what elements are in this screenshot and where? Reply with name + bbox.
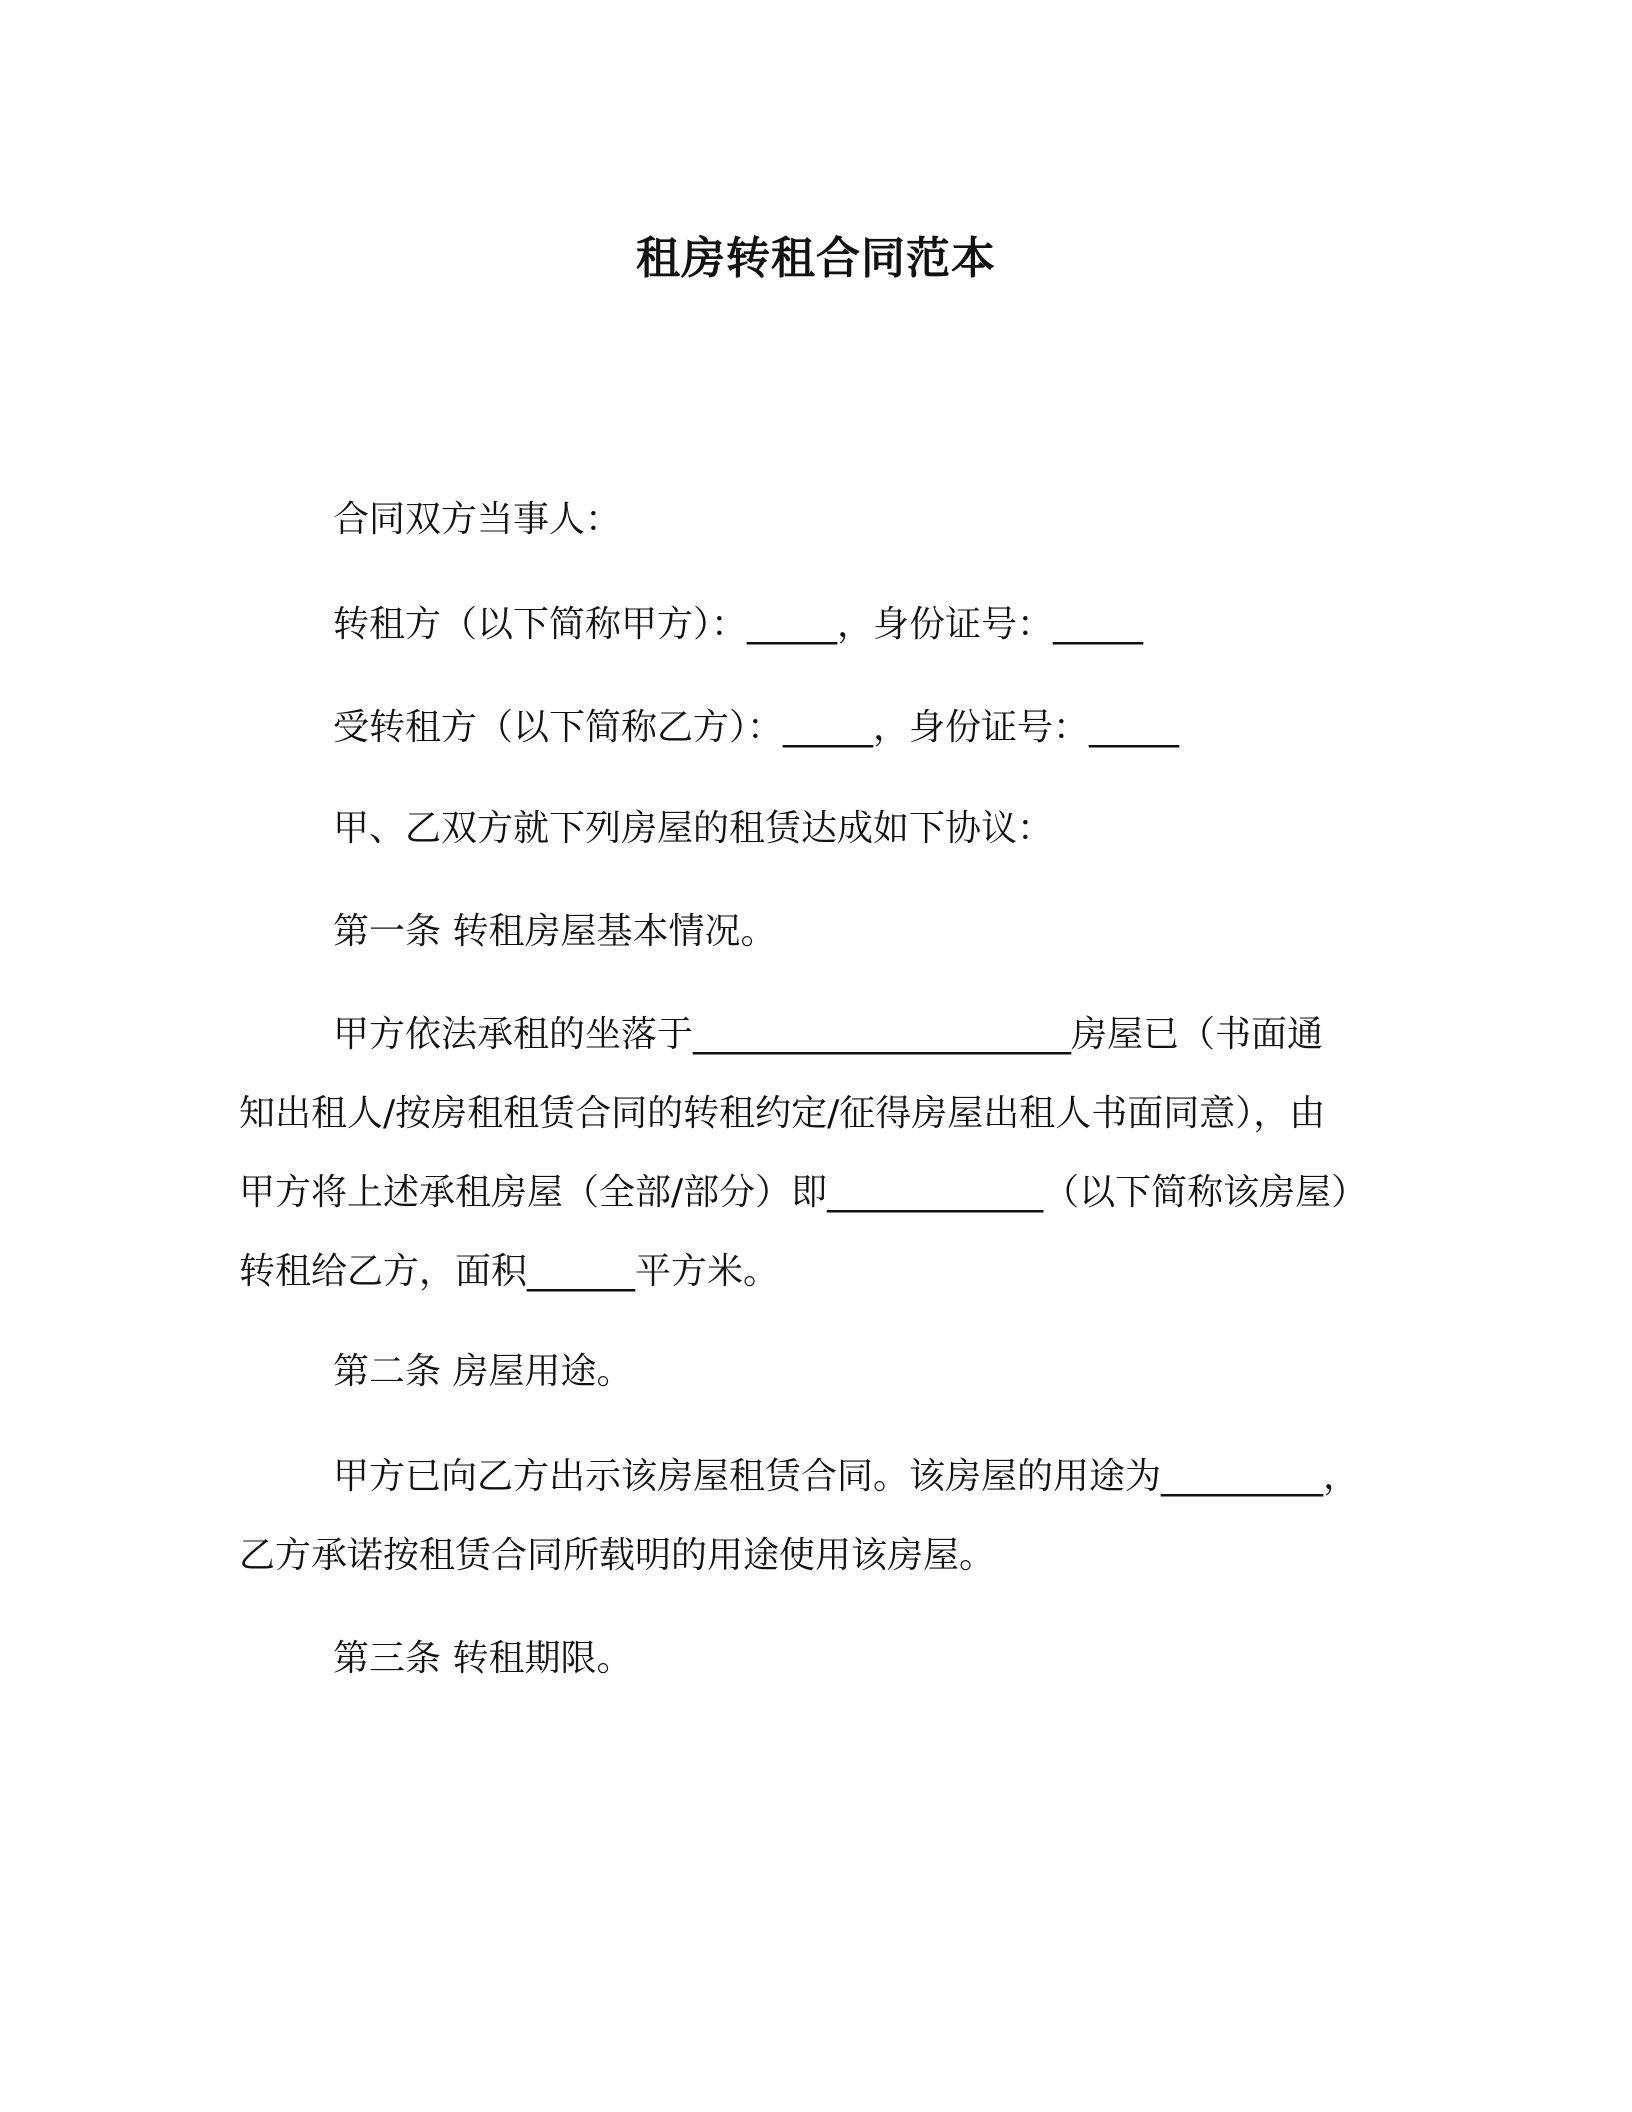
article-2-line: 乙方承诺按租赁合同所载明的用途使用该房屋。 xyxy=(239,1535,996,1576)
article-2-body xyxy=(239,1437,1399,1595)
article-1-heading: 第一条 转租房屋基本情况。 xyxy=(333,911,777,952)
party-a-line: 转租方（以下简称甲方）：_____，身份证号：_____ xyxy=(333,604,1144,645)
article-1-line: 甲方依法承租的坐落于_____________________房屋已（书面通 xyxy=(333,1014,1324,1055)
article-1-body xyxy=(239,995,1399,1311)
article-1-line: 甲方将上述承租房屋（全部/部分）即____________（以下简称该房屋） xyxy=(239,1172,1368,1213)
agreement-intro: 甲、乙双方就下列房屋的租赁达成如下协议： xyxy=(333,808,1054,849)
parties-heading: 合同双方当事人： xyxy=(333,499,622,540)
article-2-line: 甲方已向乙方出示该房屋租赁合同。该房屋的用途为_________， xyxy=(333,1456,1360,1497)
article-1-line: 转租给乙方，面积______平方米。 xyxy=(239,1251,780,1292)
document-title: 租房转租合同范本 xyxy=(636,233,996,284)
party-b-line: 受转租方（以下简称乙方）：_____，身份证号：_____ xyxy=(333,707,1180,748)
article-1-line: 知出租人/按房租租赁合同的转租约定/征得房屋出租人书面同意），由 xyxy=(239,1093,1326,1134)
article-2-heading: 第二条 房屋用途。 xyxy=(333,1351,633,1392)
article-3-heading: 第三条 转租期限。 xyxy=(333,1638,633,1679)
